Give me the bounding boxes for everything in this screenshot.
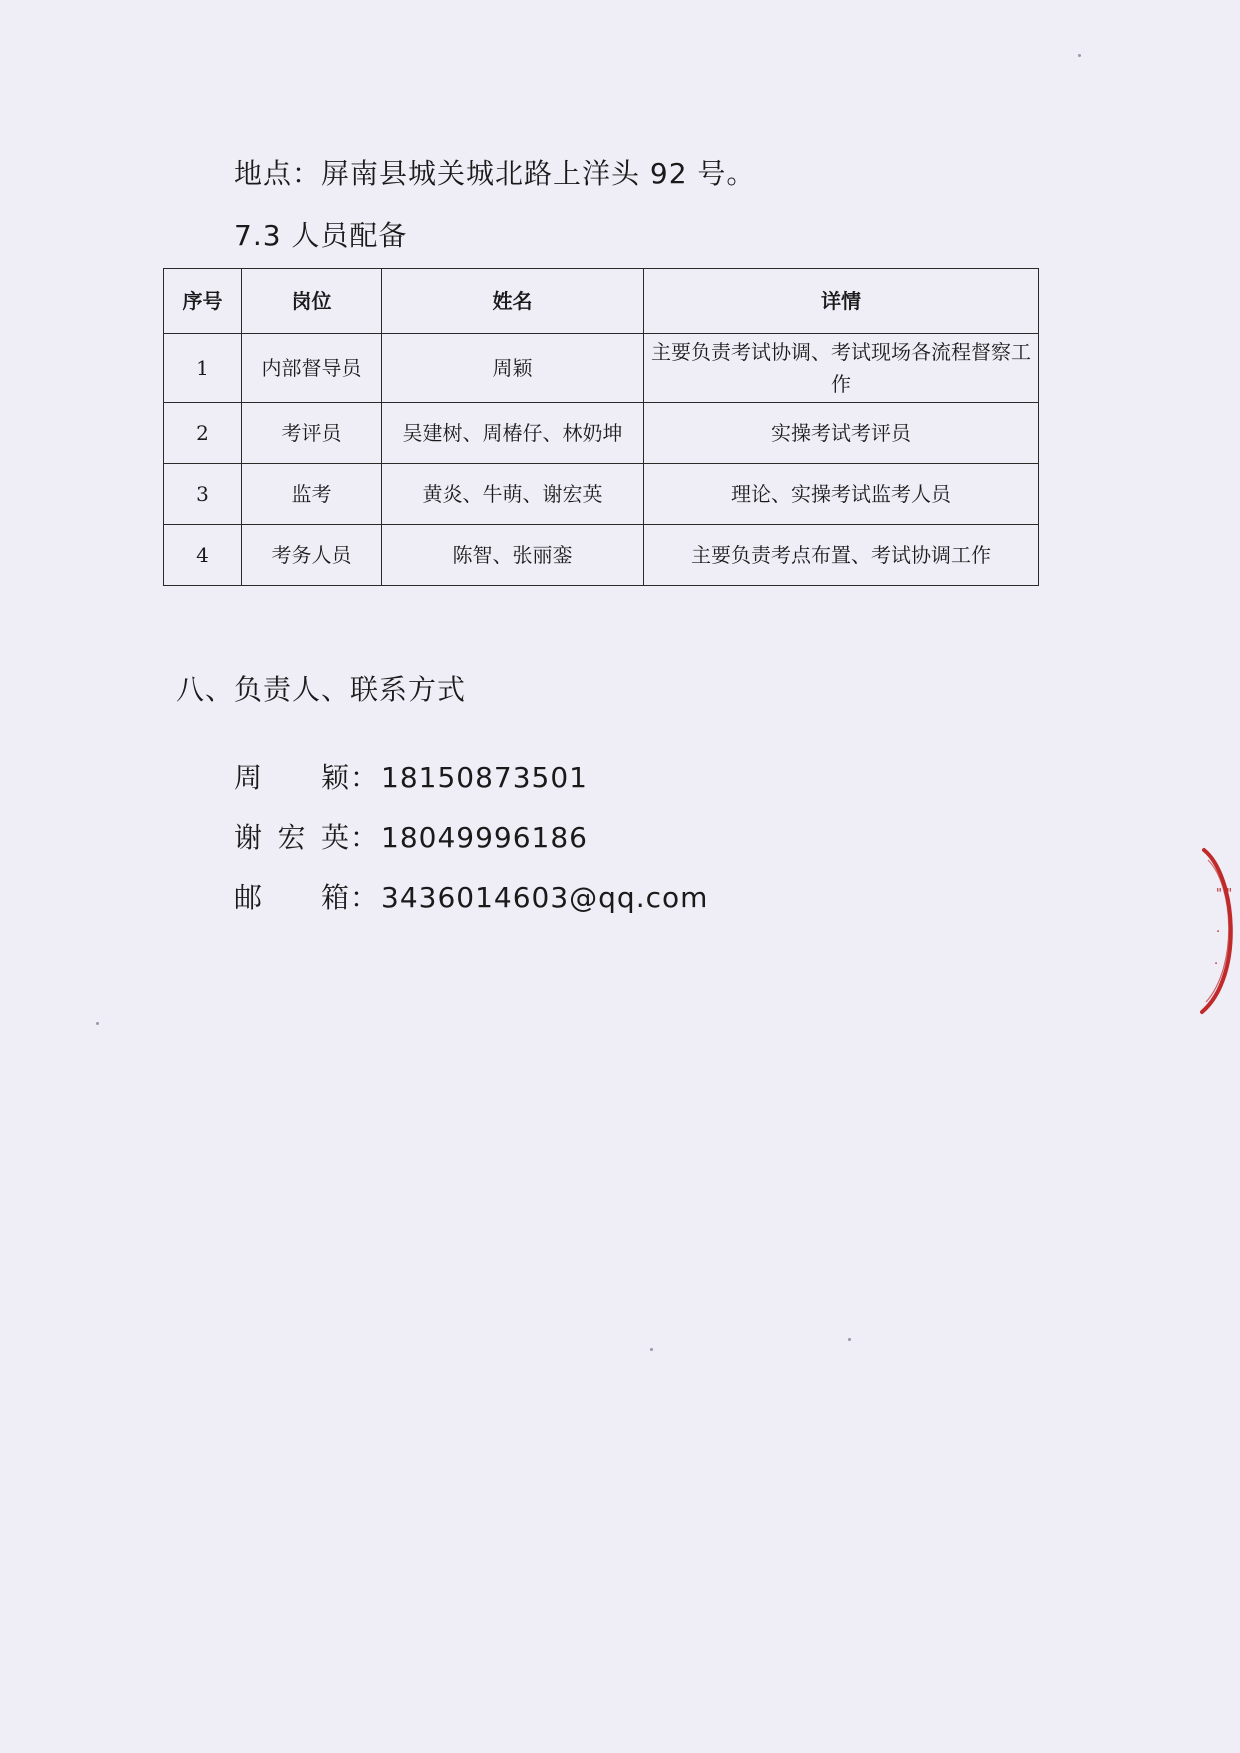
- cell-post: 考务人员: [242, 525, 382, 586]
- contact-line: 谢宏英：18049996186: [234, 816, 588, 856]
- contact-value: 18049996186: [381, 821, 588, 854]
- staffing-subheading: 7.3 人员配备: [234, 219, 408, 252]
- contact-line: 周颖：18150873501: [234, 756, 588, 796]
- cell-post: 监考: [242, 464, 382, 525]
- cell-names: 吴建树、周椿仔、林奶坤: [382, 403, 644, 464]
- contact-label: 周颖: [234, 761, 350, 794]
- svg-text:" ": " ": [1216, 887, 1233, 902]
- cell-names: 陈智、张丽銮: [382, 525, 644, 586]
- contact-section-heading: 八、负责人、联系方式: [176, 673, 467, 706]
- svg-text:·: ·: [1216, 925, 1221, 940]
- cell-post: 内部督导员: [242, 334, 382, 403]
- header-name: 姓名: [382, 269, 644, 334]
- cell-detail: 实操考试考评员: [644, 403, 1039, 464]
- contact-label: 谢宏英: [234, 821, 350, 854]
- scan-speck: [96, 1022, 99, 1025]
- scan-speck: [1078, 54, 1081, 57]
- table-row: [164, 403, 1039, 464]
- scan-speck: [848, 1338, 851, 1341]
- table-row: [164, 525, 1039, 586]
- contact-label: 邮箱: [234, 881, 350, 914]
- header-post: 岗位: [242, 269, 382, 334]
- contact-value: 18150873501: [381, 761, 588, 794]
- scan-speck: [650, 1348, 653, 1351]
- cell-detail: 理论、实操考试监考人员: [644, 464, 1039, 525]
- cell-no: 4: [164, 525, 242, 586]
- cell-names: 黄炎、牛萌、谢宏英: [382, 464, 644, 525]
- cell-detail: 主要负责考点布置、考试协调工作: [644, 525, 1039, 586]
- header-no: 序号: [164, 269, 242, 334]
- contact-value: 3436014603@qq.com: [381, 881, 709, 914]
- cell-no: 2: [164, 403, 242, 464]
- cell-no: 3: [164, 464, 242, 525]
- cell-detail: 主要负责考试协调、考试现场各流程督察工作: [644, 334, 1039, 403]
- contact-line: 邮箱：3436014603@qq.com: [234, 876, 708, 916]
- cell-post: 考评员: [242, 403, 382, 464]
- cell-no: 1: [164, 334, 242, 403]
- svg-text:·: ·: [1214, 957, 1219, 972]
- table-row: [164, 334, 1039, 403]
- table-header-row: [164, 269, 1039, 334]
- cell-names: 周颖: [382, 334, 644, 403]
- exam-address: 地点：屏南县城关城北路上洋头 92 号。: [234, 157, 756, 190]
- table-row: [164, 464, 1039, 525]
- header-detail: 详情: [644, 269, 1039, 334]
- staffing-table: [163, 268, 1039, 586]
- seal-stamp-icon: [1196, 846, 1240, 1016]
